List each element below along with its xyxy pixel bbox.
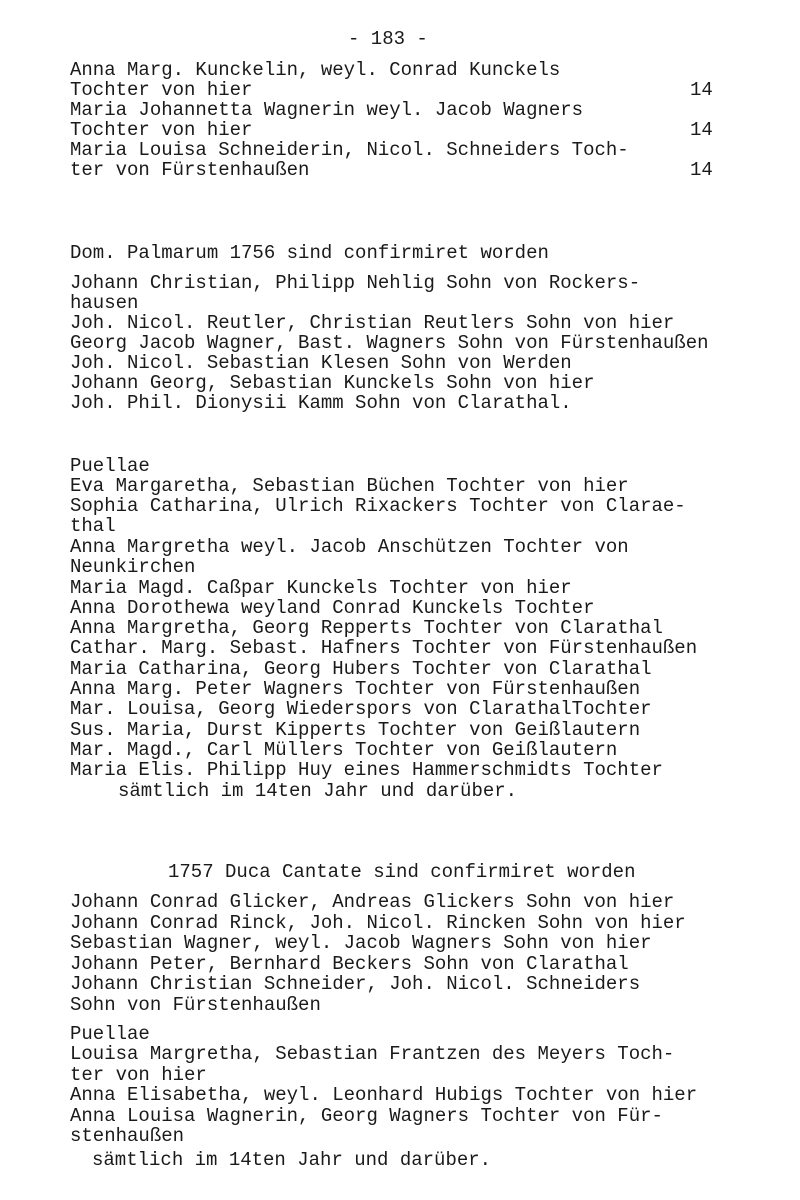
entry-line: Joh. Phil. Dionysii Kamm Sohn von Clarathal. [70, 392, 572, 414]
age-value: 14 [690, 159, 713, 181]
entry-line: Georg Jacob Wagner, Bast. Wagners Sohn von Fürstenhaußen [70, 332, 709, 354]
subheading-puellae: Puellae [70, 455, 150, 477]
entry-line: Johann Christian Schneider, Joh. Nicol. Schneiders [70, 973, 641, 995]
entry-line: Johann Christian, Philipp Nehlig Sohn von Rockers- [70, 272, 641, 294]
entry-line: ter von Fürstenhaußen [70, 159, 310, 181]
entry-line: Anna Elisabetha, weyl. Leonhard Hubigs Tochter von hier [70, 1084, 698, 1106]
entry-line: Maria Johannetta Wagnerin weyl. Jacob Wagners [70, 99, 584, 121]
entry-line: Maria Magd. Caßpar Kunckels Tochter von hier [70, 577, 572, 599]
entry-line: Sebastian Wagner, weyl. Jacob Wagners Sohn von hier [70, 932, 652, 954]
entry-line: Tochter von hier [70, 79, 253, 101]
entry-line: Maria Louisa Schneiderin, Nicol. Schneiders Toch- [70, 139, 629, 161]
entry-line: Maria Elis. Philipp Huy eines Hammerschmidts Tochter [70, 759, 663, 781]
entry-line: Neunkirchen [70, 556, 196, 578]
entry-line: Sohn von Fürstenhaußen [70, 994, 321, 1016]
entry-line: Johann Peter, Bernhard Beckers Sohn von Clarathal [70, 953, 629, 975]
age-value: 14 [690, 79, 713, 101]
page-number: - 183 - [348, 28, 428, 50]
entry-line: Anna Dorothewa weyland Conrad Kunckels Tochter [70, 597, 595, 619]
closing-note: sämtlich im 14ten Jahr und darüber. [118, 780, 518, 802]
entry-line: Mar. Louisa, Georg Wiederspors von ClarathalTochter [70, 698, 652, 720]
subheading-puellae: Puellae [70, 1023, 150, 1045]
entry-line: Maria Catharina, Georg Hubers Tochter von Clarathal [70, 658, 652, 680]
entry-line: ter von hier [70, 1064, 207, 1086]
entry-line: Anna Louisa Wagnerin, Georg Wagners Tochter von Für- [70, 1105, 663, 1127]
entry-line: stenhaußen [70, 1125, 185, 1147]
entry-line: Sophia Catharina, Ulrich Rixackers Tochter von Clarae- [70, 495, 686, 517]
entry-line: Sus. Maria, Durst Kipperts Tochter von Geißlautern [70, 719, 641, 741]
entry-line: Joh. Nicol. Sebastian Klesen Sohn von Werden [70, 352, 572, 374]
entry-line: hausen [70, 292, 139, 314]
entry-line: thal [70, 515, 116, 537]
entry-line: Johann Conrad Rinck, Joh. Nicol. Rincken Sohn von hier [70, 912, 686, 934]
entry-line: Mar. Magd., Carl Müllers Tochter von Geißlautern [70, 739, 618, 761]
entry-line: Joh. Nicol. Reutler, Christian Reutlers Sohn von hier [70, 312, 675, 334]
entry-line: Johann Conrad Glicker, Andreas Glickers Sohn von hier [70, 891, 675, 913]
entry-line: Eva Margaretha, Sebastian Büchen Tochter von hier [70, 475, 629, 497]
entry-line: Anna Margretha, Georg Repperts Tochter von Clarathal [70, 617, 663, 639]
entry-line: Johann Georg, Sebastian Kunckels Sohn von hier [70, 372, 595, 394]
entry-line: Cathar. Marg. Sebast. Hafners Tochter von Fürstenhaußen [70, 637, 698, 659]
age-value: 14 [690, 119, 713, 141]
entry-line: Louisa Margretha, Sebastian Frantzen des Meyers Toch- [70, 1043, 675, 1065]
section-heading: 1757 Duca Cantate sind confirmiret worden [168, 861, 636, 883]
closing-note: sämtlich im 14ten Jahr und darüber. [92, 1149, 492, 1171]
entry-line: Anna Marg. Peter Wagners Tochter von Fürstenhaußen [70, 678, 641, 700]
section-heading: Dom. Palmarum 1756 sind confirmiret worden [70, 242, 549, 264]
entry-line: Anna Margretha weyl. Jacob Anschützen Tochter von [70, 536, 629, 558]
entry-line: Anna Marg. Kunckelin, weyl. Conrad Kunckels [70, 59, 561, 81]
entry-line: Tochter von hier [70, 119, 253, 141]
